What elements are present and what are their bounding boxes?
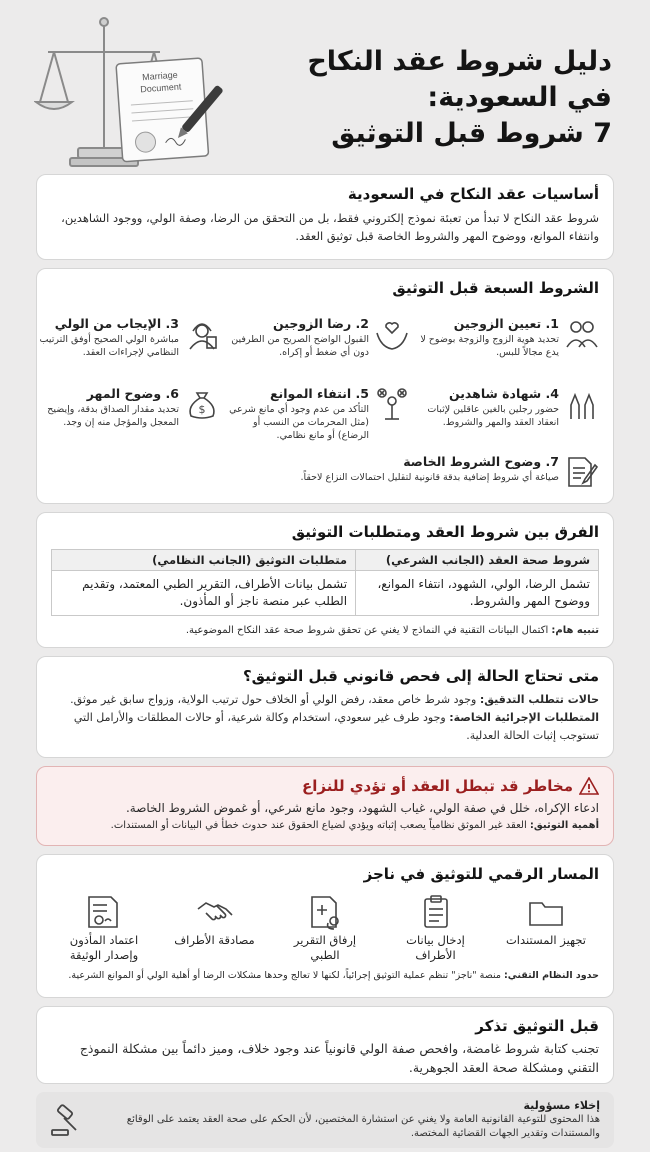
najiz-note-label: حدود النظام التقني: [503,970,599,981]
condition-title-4: 4. شهادة شاهدين [448,386,559,401]
difference-note-text: اكتمال البيانات التقنية في النماذج لا يغني عن تحقق شروط صحة عقد النكاح الموضوعية. [185,625,549,636]
document-label-2: Document [139,81,182,95]
najiz-note [51,969,599,983]
difference-note-label: تنبيه هام: [551,625,599,636]
table-header-sharia: شروط صحة العقد (الجانب الشرعي) [356,550,599,571]
basics-title: أساسيات عقد النكاح في السعودية [347,185,599,203]
scales-contract-illustration [34,12,234,170]
table-row [52,571,599,616]
conditions-title: الشروط السبعة قبل التوثيق [392,279,599,297]
document-label-1: Marriage [141,69,179,83]
disclaimer-box [36,1092,614,1148]
reminder-title: قبل التوثيق تذكر [475,1017,599,1035]
heart-hands-icon [375,317,409,351]
najiz-step-5 [59,893,149,963]
handshake-icon [196,893,234,931]
legal-check-line-1 [51,691,599,709]
najiz-step-label-3: إرفاق التقرير الطبي [293,933,357,962]
page-title [252,44,612,152]
risks-title: مخاطر قد تبطل العقد أو تؤدي للنزاع [301,777,573,795]
table-header-legal: متطلبات التوثيق (الجانب النظامي) [52,550,356,571]
comparison-table [51,549,599,616]
najiz-step-4 [170,893,260,963]
high-five-icon [565,387,599,421]
condition-title-3: 3. الإيجاب من الولي [54,316,179,331]
legal-check-line-2 [51,709,599,745]
condition-item-7 [239,453,599,484]
najiz-step-3 [280,893,370,963]
najiz-steps [51,893,599,963]
risks-line-2 [51,817,599,835]
guardian-icon [185,317,219,351]
couple-icon [565,317,599,351]
legal-check-label-1: حالات تتطلب التدقيق: [479,693,599,706]
title-line-3: 7 شروط قبل التوثيق [331,118,612,149]
condition-title-5: 5. انتفاء الموانع [269,386,369,401]
disclaimer-title: إخلاء مسؤولية [523,1099,600,1112]
condition-item-3 [37,315,219,359]
medical-report-icon [306,893,344,931]
legal-check-label-2: المتطلبات الإجرائية الخاصة: [449,711,599,724]
document-pen-icon [565,455,599,489]
condition-item-5 [227,385,409,442]
table-header-row [52,550,599,571]
condition-title-1: 1. تعيين الزوجين [453,316,559,331]
basics-card [36,174,614,260]
risks-line-1: ادعاء الإكراه، خلل في صفة الولي، غياب الشهود، وجود مانع شرعي، أو غموض الشروط الخاصة. [125,801,599,815]
condition-desc-4: حضور رجلين بالغين عاقلين لإثبات انعقاد العقد والمهر والشروط. [427,404,559,428]
table-cell-legal: تشمل بيانات الأطراف، التقرير الطبي المعتمد، وتقديم الطلب عبر منصة ناجز أو المأذون. [52,571,356,616]
risks-header [51,775,599,797]
condition-desc-1: تحديد هوية الزوج والزوجة بوضوح لا يدع مجالاً للبس. [420,334,559,358]
najiz-title: المسار الرقمي للتوثيق في ناجز [363,865,599,883]
condition-title-6: 6. وضوح المهر [86,386,179,401]
condition-desc-5: التأكد من عدم وجود أي مانع شرعي (مثل المحرمات من النسب أو الرضاع) أو مانع نظامي. [229,404,369,441]
money-bag-icon [185,387,219,421]
difference-title: الفرق بين شروط العقد ومتطلبات التوثيق [291,523,599,541]
najiz-card [36,854,614,998]
najiz-step-label-1: تجهيز المستندات [505,933,586,947]
table-cell-sharia: تشمل الرضا، الولي، الشهود، انتفاء الموانع، ووضوح المهر والشروط. [356,571,599,616]
najiz-note-text: منصة "ناجز" تنظم عملية التوثيق إجرائياً، لكنها لا تعالج وحدها مشكلات الرضا أو أهلية الولي أو الموانع الشرعية. [68,970,501,981]
title-line-1: دليل شروط عقد النكاح [307,46,612,77]
disclaimer-text: هذا المحتوى للتوعية القانونية العامة ولا يغني عن استشارة المختصين، لأن الحكم على صحة العقد يعتمد على الوقائع والمستندات وتقدير الجهات القضائية المختصة. [126,1114,600,1139]
najiz-step-2 [391,893,481,963]
condition-desc-3: مباشرة الولي الصحيح أوفق الترتيب النظامي لإجراءات العقد. [39,334,179,358]
condition-title-7: 7. وضوح الشروط الخاصة [403,454,559,469]
clipboard-icon [417,893,455,931]
reminder-text: تجنب كتابة شروط غامضة، وافحص صفة الولي قانونياً عند وجود خلاف، وميز دائماً بين مشكلة النموذج التقني ومشكلة صحة العقد الجوهرية. [79,1041,599,1075]
najiz-step-label-5: اعتماد المأذون وإصدار الوثيقة [69,933,139,962]
legal-check-card [36,656,614,758]
difference-note [51,622,599,640]
condition-desc-2: القبول الواضح الصريح من الطرفين دون أي ضغط أو إكراه. [231,334,369,358]
risks-text-2: العقد غير الموثق نظامياً يصعب إثباته ويؤدي لضياع الحقوق عند حدوث خطأ في البيانات أو المستندات. [110,820,527,831]
risks-card [36,766,614,846]
hero-section [0,0,650,172]
difference-card [36,512,614,648]
condition-item-6 [37,385,219,429]
legal-check-text-2: وجود طرف غير سعودي، استخدام وكالة شرعية، أو حالات المطلقات والأرامل التي تستوجب إثبات الحالة العدلية. [73,711,599,742]
conditions-card [36,268,614,504]
gavel-icon [48,1104,82,1138]
legal-check-title: متى تحتاج الحالة إلى فحص قانوني قبل التوثيق؟ [242,667,599,685]
reminder-card [36,1006,614,1084]
svg-text:$: $ [198,403,206,416]
basics-text: شروط عقد النكاح لا تبدأ من تعبئة نموذج إلكتروني فقط، بل من التحقق من الرضا، وصفة الولي، ووجود الشاهدين، وانتفاء الموانع، ووضوح المهر والشروط الخاصة قبل توثيق العقد. [61,211,599,243]
condition-item-4 [417,385,599,429]
title-line-2: في السعودية: [427,82,612,113]
certificate-icon [85,893,123,931]
condition-item-2 [227,315,409,359]
folder-icon [527,893,565,931]
risks-label-2: أهمية التوثيق: [529,820,599,831]
legal-check-text-1: وجود شرط خاص معقد، رفض الولي أو الخلاف حول ترتيب الولاية، وزواج سابق غير موثق. [70,693,477,706]
condition-title-2: 2. رضا الزوجين [272,316,369,331]
warning-icon [579,777,599,795]
najiz-step-label-4: مصادقة الأطراف [174,933,255,947]
najiz-step-label-2: إدخال بيانات الأطراف [406,933,465,962]
condition-item-1 [417,315,599,359]
family-tree-icon [375,387,409,421]
condition-desc-7: صياغة أي شروط إضافية بدقة قانونية لتقليل احتمالات النزاع لاحقاً. [300,472,559,483]
najiz-step-1 [501,893,591,963]
condition-desc-6: تحديد مقدار الصداق بدقة، وإيضيح المعجل والمؤجل منه إن وجد. [47,404,179,428]
